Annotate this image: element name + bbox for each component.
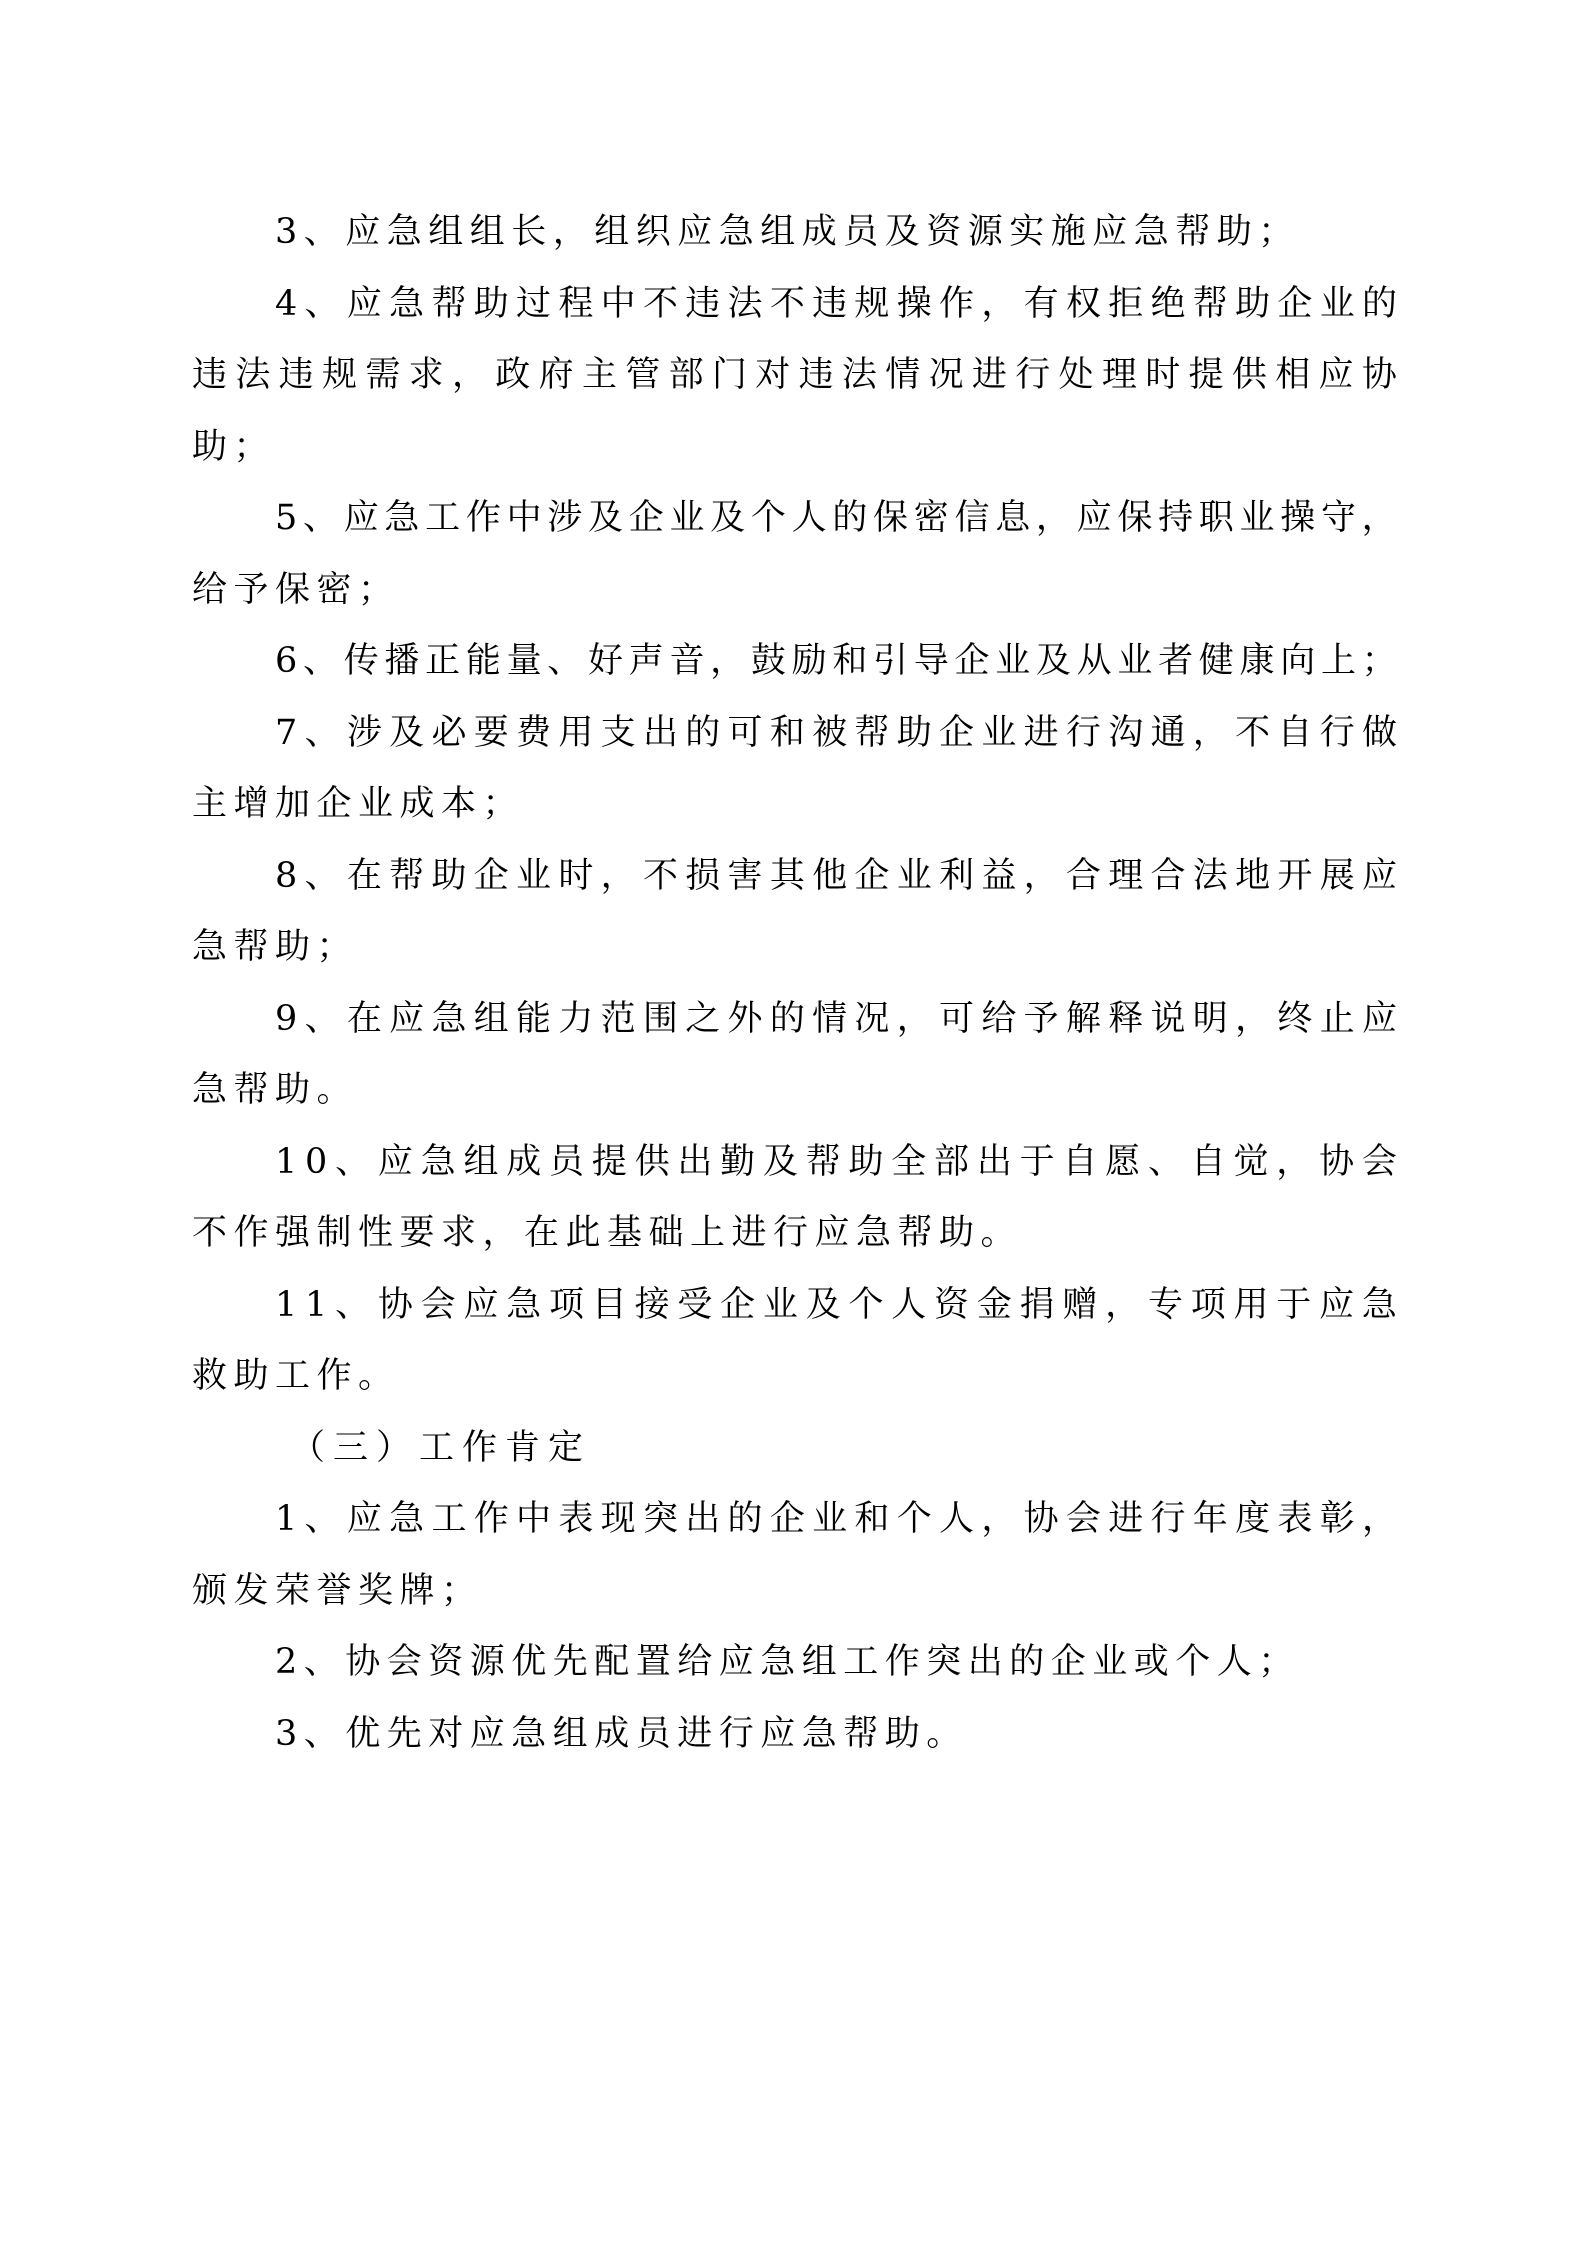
item-11-line-1: 1 1 、 协 会 应 急 项 目 接 受 企 业 及 个 人 资 金 捐 赠 ， 专 项 用 于 应 急 <box>275 1284 1397 1325</box>
item-5-line-2: 给予保密； <box>192 569 400 610</box>
item-9-line-1: 9 、 在 应 急 组 能 力 范 围 之 外 的 情 况 ， 可 给 予 解 释 说 明 ， 终 止 应 <box>275 998 1397 1039</box>
item-10-line-1: 1 0 、 应 急 组 成 员 提 供 出 勤 及 帮 助 全 部 出 于 自 愿 、 自 觉 ， 协 会 <box>275 1141 1397 1182</box>
item-4-line-2: 违 法 违 规 需 求 ， 政 府 主 管 部 门 对 违 法 情 况 进 行 处 理 时 提 供 相 应 协 <box>192 355 1397 395</box>
item-7-line-1: 7 、 涉 及 必 要 费 用 支 出 的 可 和 被 帮 助 企 业 进 行 沟 通 ， 不 自 行 做 <box>275 712 1397 753</box>
recognition-item-1-line-1: 1 、 应 急 工 作 中 表 现 突 出 的 企 业 和 个 人 ， 协 会 进 行 年 度 表 彰 ， <box>275 1499 1397 1539</box>
item-7-line-2: 主增加企业成本； <box>192 784 525 824</box>
item-8-line-1: 8 、 在 帮 助 企 业 时 ， 不 损 害 其 他 企 业 利 益 ， 合 理 合 法 地 开 展 应 <box>275 855 1397 896</box>
section-heading-work-recognition: （三）工作肯定 <box>290 1427 592 1468</box>
item-5-line-1: 5 、 应 急 工 作 中 涉 及 企 业 及 个 人 的 保 密 信 息 ， 应 保 持 职 业 操 守 ， <box>275 498 1397 538</box>
item-8-line-2: 急帮助； <box>192 927 359 967</box>
recognition-item-3: 3、优先对应急组成员进行应急帮助。 <box>275 1713 968 1754</box>
item-6-line-1: 6 、 传 播 正 能 量 、 好 声 音 ， 鼓 励 和 引 导 企 业 及 从 业 者 健 康 向 上 ； <box>275 641 1397 681</box>
recognition-item-2: 2、协会资源优先配置给应急组工作突出的企业或个人； <box>275 1642 1300 1682</box>
item-4-line-3: 助； <box>192 426 276 467</box>
item-11-line-2: 救助工作。 <box>192 1356 400 1396</box>
item-3-line-1: 3、应急组组长，组织应急组成员及资源实施应急帮助； <box>275 212 1300 252</box>
item-4-line-1: 4 、 应 急 帮 助 过 程 中 不 违 法 不 违 规 操 作 ， 有 权 拒 绝 帮 助 企 业 的 <box>275 283 1397 324</box>
recognition-item-1-line-2: 颁发荣誉奖牌； <box>192 1570 483 1611</box>
document-page <box>192 197 1397 1770</box>
item-10-line-2: 不作强制性要求，在此基础上进行应急帮助。 <box>192 1213 1023 1253</box>
item-9-line-2: 急帮助。 <box>192 1070 359 1110</box>
